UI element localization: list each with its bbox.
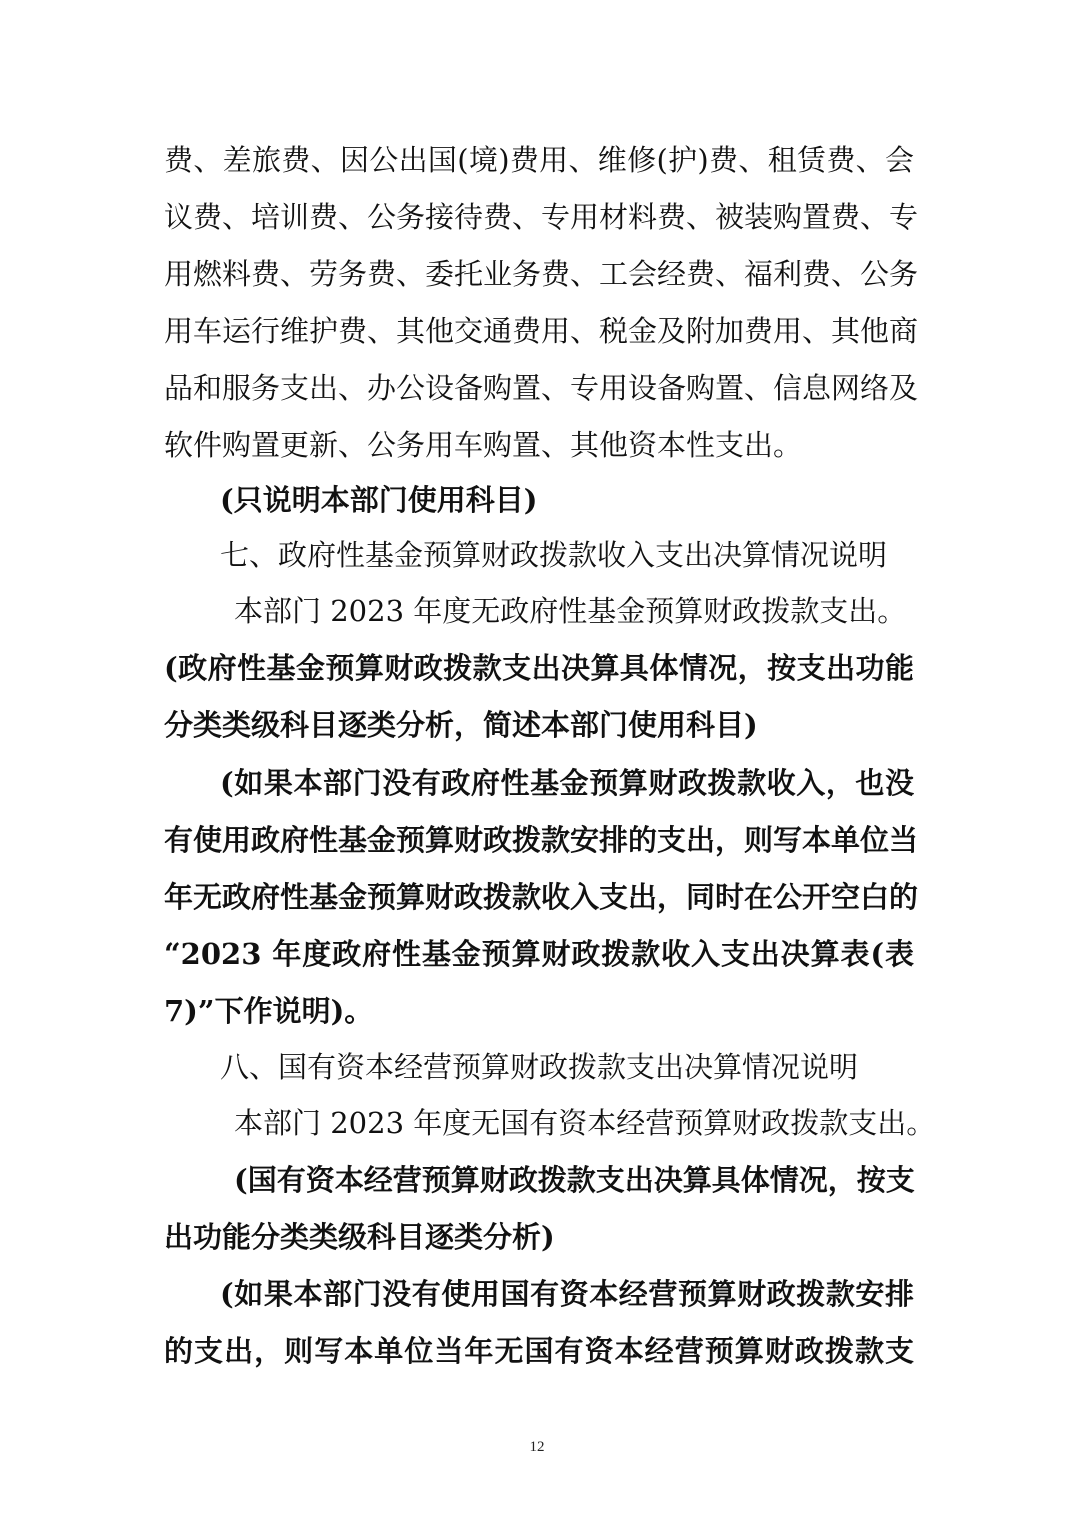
body-text-line: 本部门 2023 年度无政府性基金预算财政拨款支出。 xyxy=(234,594,907,628)
note-text: 有使用政府性基金预算财政拨款安排的支出，则写本单位当 xyxy=(164,823,919,857)
note-text: 年无政府性基金预算财政拨款收入支出，同时在公开空白的 xyxy=(164,880,919,914)
note-text: (如果本部门没有政府性基金预算财政拨款收入，也没 xyxy=(220,766,914,800)
note-text: (如果本部门没有使用国有资本经营预算财政拨款安排 xyxy=(220,1277,914,1311)
note-text: 的支出，则写本单位当年无国有资本经营预算财政拨款支 xyxy=(164,1334,914,1368)
body-text-line: 费、差旅费、因公出国(境)费用、维修(护)费、租赁费、会 xyxy=(164,143,914,177)
body-text-line: 用车运行维护费、其他交通费用、税金及附加费用、其他商 xyxy=(164,314,919,348)
body-text-line: 用燃料费、劳务费、委托业务费、工会经费、福利费、公务 xyxy=(164,257,919,291)
section-heading: 八、国有资本经营预算财政拨款支出决算情况说明 xyxy=(220,1050,859,1084)
note-text: (政府性基金预算财政拨款支出决算具体情况，按支出功能 xyxy=(164,651,914,685)
note-text: (国有资本经营预算财政拨款支出决算具体情况，按支 xyxy=(234,1163,915,1197)
body-text-line: 品和服务支出、办公设备购置、专用设备购置、信息网络及 xyxy=(164,371,919,405)
body-text-line: 本部门 2023 年度无国有资本经营预算财政拨款支出。 xyxy=(234,1106,936,1140)
section-heading: 七、政府性基金预算财政拨款收入支出决算情况说明 xyxy=(220,538,888,572)
body-text-line: 软件购置更新、公务用车购置、其他资本性支出。 xyxy=(164,428,803,462)
note-text: 出功能分类类级科目逐类分析) xyxy=(164,1220,555,1254)
note-text: (只说明本部门使用科目) xyxy=(220,483,538,517)
body-text-line: 议费、培训费、公务接待费、专用材料费、被装购置费、专 xyxy=(164,200,919,234)
note-text: 7)”下作说明)。 xyxy=(164,994,374,1028)
note-text: 分类类级科目逐类分析，简述本部门使用科目) xyxy=(164,708,758,742)
note-text: “2023 年度政府性基金预算财政拨款收入支出决算表(表 xyxy=(164,937,914,971)
page-number: 12 xyxy=(529,1439,545,1455)
